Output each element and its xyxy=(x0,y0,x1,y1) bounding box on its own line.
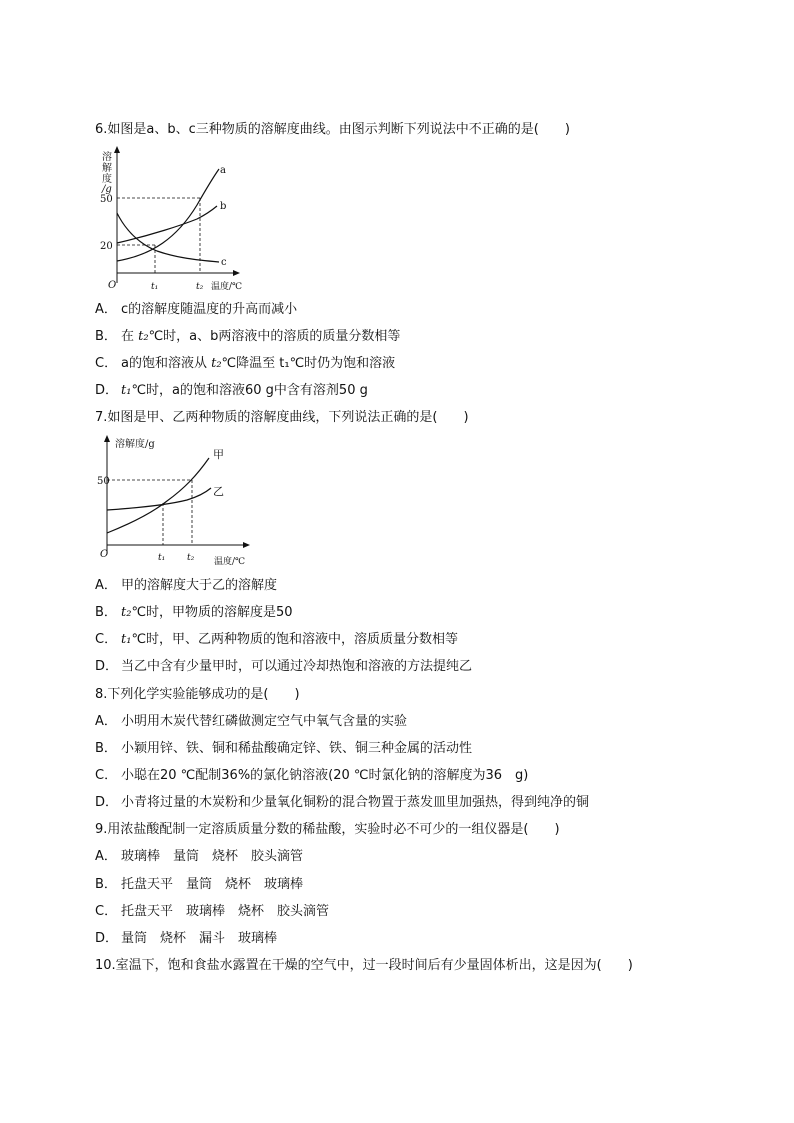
q6-option-a: A． c的溶解度随温度的升高而减小 xyxy=(95,302,298,317)
curve-yi-label: 乙 xyxy=(213,485,224,498)
q8-option-a: A． 小明用木炭代替红磷做测定空气中氧气含量的实验 xyxy=(95,714,408,729)
x-axis-arrow xyxy=(233,270,240,276)
q9-option-c: C． 托盘天平 玻璃棒 烧杯 胶头滴管 xyxy=(95,904,330,919)
q6-option-d: D． t₁℃时，a的饱和溶液60 g中含有溶剂50 g xyxy=(95,383,368,398)
question-9-stem: 9.用浓盐酸配制一定溶质质量分数的稀盐酸，实验时必不可少的一组仪器是( ) xyxy=(95,822,560,837)
q7-option-d: D． 当乙中含有少量甲时，可以通过冷却热饱和溶液的方法提纯乙 xyxy=(95,659,473,674)
origin-label: O xyxy=(108,280,117,291)
y-label: 溶解度/g xyxy=(115,439,155,450)
q7-option-b: B． t₂℃时，甲物质的溶解度是50 xyxy=(95,605,293,620)
x-tick-t1: t₁ xyxy=(158,553,166,563)
y-label-2: 解 xyxy=(102,163,112,174)
x-tick-t2: t₂ xyxy=(187,553,195,563)
curve-jia-label: 甲 xyxy=(213,448,224,461)
origin-label: O xyxy=(100,549,109,560)
x-tick-t2: t₂ xyxy=(196,282,204,292)
question-6-stem: 6.如图是a、b、c三种物质的溶解度曲线。由图示判断下列说法中不正确的是( ) xyxy=(95,122,570,137)
q7-option-a: A． 甲的溶解度大于乙的溶解度 xyxy=(95,578,278,593)
figure-1-solubility-chart xyxy=(97,143,247,297)
y-label-4: /g xyxy=(102,184,112,195)
y-label-1: 溶 xyxy=(102,152,112,163)
q8-option-d: D． 小青将过量的木炭粉和少量氧化铜粉的混合物置于蒸发皿里加强热，得到纯净的铜 xyxy=(95,795,590,810)
q8-option-c: C． 小聪在20 ℃配制36%的氯化钠溶液(20 ℃时氯化钠的溶解度为36 g) xyxy=(95,768,529,783)
q9-option-d: D． 量筒 烧杯 漏斗 玻璃棒 xyxy=(95,931,278,946)
curve-jia xyxy=(107,458,209,533)
q9-option-a: A． 玻璃棒 量筒 烧杯 胶头滴管 xyxy=(95,849,304,864)
y-tick-50: 50 xyxy=(97,476,110,487)
q6-option-b: B． 在 t₂℃时，a、b两溶液中的溶质的质量分数相等 xyxy=(95,329,401,344)
figure-2-solubility-chart xyxy=(97,433,257,575)
y-label-3: 度 xyxy=(102,174,112,185)
x-label: 温度/℃ xyxy=(211,282,243,292)
q7-option-c: C． t₁℃时，甲、乙两种物质的饱和溶液中，溶质质量分数相等 xyxy=(95,632,459,647)
q6-option-c: C． a的饱和溶液从 t₂℃降温至 t₁℃时仍为饱和溶液 xyxy=(95,356,396,371)
curve-c-label: c xyxy=(221,257,227,268)
curve-c xyxy=(117,213,219,262)
x-tick-t1: t₁ xyxy=(151,282,159,292)
question-8-stem: 8.下列化学实验能够成功的是( ) xyxy=(95,687,300,702)
q8-option-b: B． 小颖用锌、铁、铜和稀盐酸确定锌、铁、铜三种金属的活动性 xyxy=(95,741,473,756)
x-label: 温度/℃ xyxy=(214,557,246,567)
curve-b xyxy=(117,206,217,243)
curve-a-label: a xyxy=(220,165,226,176)
y-tick-50: 50 xyxy=(100,194,113,205)
y-tick-20: 20 xyxy=(100,241,113,252)
q9-option-b: B． 托盘天平 量筒 烧杯 玻璃棒 xyxy=(95,877,304,892)
question-7-stem: 7.如图是甲、乙两种物质的溶解度曲线，下列说法正确的是( ) xyxy=(95,410,469,425)
y-axis-arrow xyxy=(114,146,120,153)
curve-b-label: b xyxy=(220,201,227,212)
question-10-stem: 10.室温下，饱和食盐水露置在干燥的空气中，过一段时间后有少量固体析出，这是因为( ) xyxy=(95,958,633,973)
